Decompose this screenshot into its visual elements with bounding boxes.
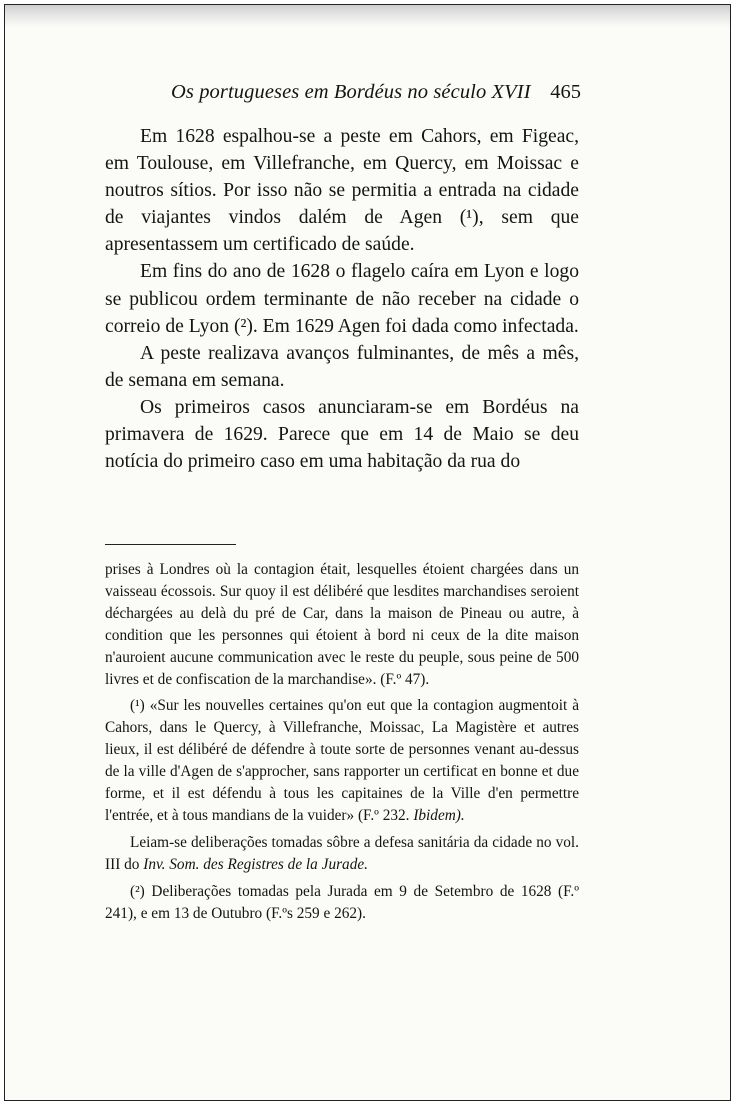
footnote-1-marker: (¹) (130, 697, 145, 715)
page-header (103, 81, 581, 111)
footnote-continuation: prises à Londres où la contagion était, lesquelles étoient chargées dans un vaisseau écossois. Sur quoy il est délibéré que lesdites marchandises seroient déchargées au delà du pré de Car, dans la maison de Pineau ou autre, à condition que les personnes qui étoient à bord ni ceux de la dite maison n'auroient aucune communication avec le reste du peuple, sous peine de 500 livres et de confiscation de la marchandise». (F.º 47). (105, 561, 579, 688)
footnote-1-addendum (105, 832, 579, 876)
footnote-2-text: Deliberações tomadas pela Jurada em 9 de Setembro de 1628 (F.º 241), e em 13 de Outubro (F.ºs 259 e 262). (105, 882, 579, 922)
book-page (4, 4, 731, 1101)
footnote-2 (105, 881, 579, 925)
footnote-2-marker: (²) (130, 882, 145, 900)
footnote-1b-title: Inv. Som. des Registres de la Jurade. (143, 855, 368, 873)
footnote-separator (105, 544, 236, 545)
scan-edge-shadow (5, 5, 730, 27)
footnotes (105, 559, 579, 925)
running-title: Os portugueses em Bordéus no século XVII (171, 81, 531, 103)
footnote-1b-text: Leiam-se deliberações tomadas sôbre a defesa sanitária da cidade no vol. III do (105, 833, 579, 873)
page-number: 465 (550, 81, 581, 103)
paragraph: Os primeiros casos anunciaram-se em Bordéus na primavera de 1629. Parece que em 14 de Maio se deu notícia do primeiro caso em uma habitação da rua do (105, 396, 579, 473)
paragraph: Em 1628 espalhou-se a peste em Cahors, em Figeac, em Toulouse, em Villefranche, em Quercy, em Moissac e noutros sítios. Por isso não se permitia a entrada na cidade de viajantes vindos dalém de Agen (¹), sem que apresentassem um certificado de saúde. (105, 126, 579, 256)
paragraph: A peste realizava avanços fulminantes, de mês a mês, de semana em semana. (105, 342, 579, 391)
footnote-1-ibidem: Ibidem). (413, 806, 465, 824)
footnote-1-text: «Sur les nouvelles certaines qu'on eut que la contagion augmentoit à Cahors, dans le Quercy, à Villefranche, Moissac, La Magistère et autres lieux, il est délibéré de défendre à toute sorte de personnes venant au-dessus de la ville d'Agen de s'approcher, sans rapporter un certificat en bonne et due forme, et il est défendu à tous les capitaines de la Ville d'en permettre l'entrée, et à tous mandians de la vuider» (F.º 232. (105, 697, 579, 824)
footnote-1 (105, 695, 579, 826)
main-text (105, 123, 579, 475)
paragraph: Em fins do ano de 1628 o flagelo caíra em Lyon e logo se publicou ordem terminante de não receber na cidade o correio de Lyon (²). Em 1629 Agen foi dada como infectada. (105, 261, 579, 337)
